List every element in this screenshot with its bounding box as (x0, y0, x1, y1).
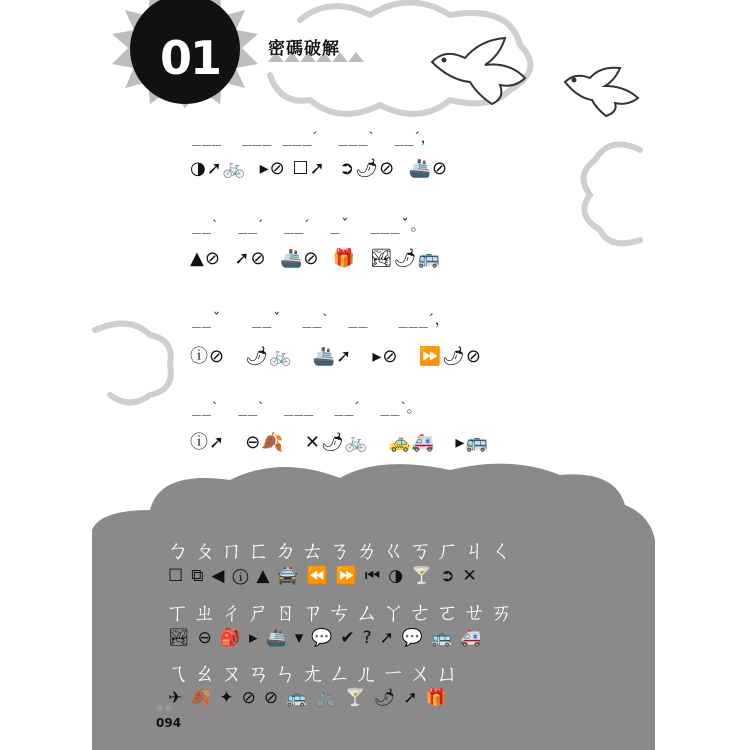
cloud-outline-left (95, 324, 171, 403)
puzzle-blanks-row-4: __ˋ __ˋ ___ __ˊ __ˋ。 (192, 398, 423, 416)
key-icons-row-3: ✈🍂✦⊘⊘🚌🚲🍸🌶➚🎁 (168, 688, 455, 708)
key-symbols-row-3: ㄟㄠㄡㄢㄣㄤㄥㄦㄧㄨㄩ (166, 661, 463, 687)
bird-icon (565, 68, 638, 116)
lesson-number: 01 (159, 31, 220, 85)
key-symbols-row-2: ㄒㄓㄔㄕㄖㄗㄘㄙㄚㄜㄛㄝㄞ (166, 600, 517, 626)
puzzle-blanks-row-3: __ˇ __ˇ __ˋ __ ___ˊ， (192, 310, 451, 328)
puzzle-icons-row-1: ◑➚🚲 ▸⊘ ☐➚ ➲🌶⊘ 🚢⊘ (190, 158, 449, 179)
puzzle-icons-row-3: ⓘ⊘ 🌶🚲 🚢➚ ▸⊘ ⏩🌶⊘ (190, 346, 482, 367)
key-symbols-row-1: ㄅㄆㄇㄈㄉㄊㄋㄌㄍㄎㄏㄐㄑ (166, 538, 517, 564)
puzzle-icons-row-2: ▲⊘ ➚⊘ 🚢⊘ 🎁 🏞🌶🚌 (190, 248, 441, 269)
puzzle-icons-row-4: ⓘ➚ ⊖🍂 ✕🌶🚲 🚕🚑 ▸🚌 (190, 432, 489, 453)
bird-icon (432, 38, 525, 104)
cloud-outline-right (584, 144, 640, 243)
key-icons-row-2: 🏞⊖🎒▸🚢▾💬✔?➚💬🚌🚑 (168, 628, 490, 648)
puzzle-blanks-row-2: __ˋ __ˊ __ˊ _ˇ ___ˇ。 (192, 216, 427, 234)
page-number: 094 (156, 716, 182, 730)
puzzle-blanks-row-1: ___ ___ ___ˊ ___ˋ __ˊ， (192, 128, 437, 146)
key-icons-row-1: ☐⧉◀ⓘ▲🚔⏪⏩⏮◑🍸➲✕ (168, 566, 485, 586)
page-title: 密碼破解 (268, 39, 340, 59)
